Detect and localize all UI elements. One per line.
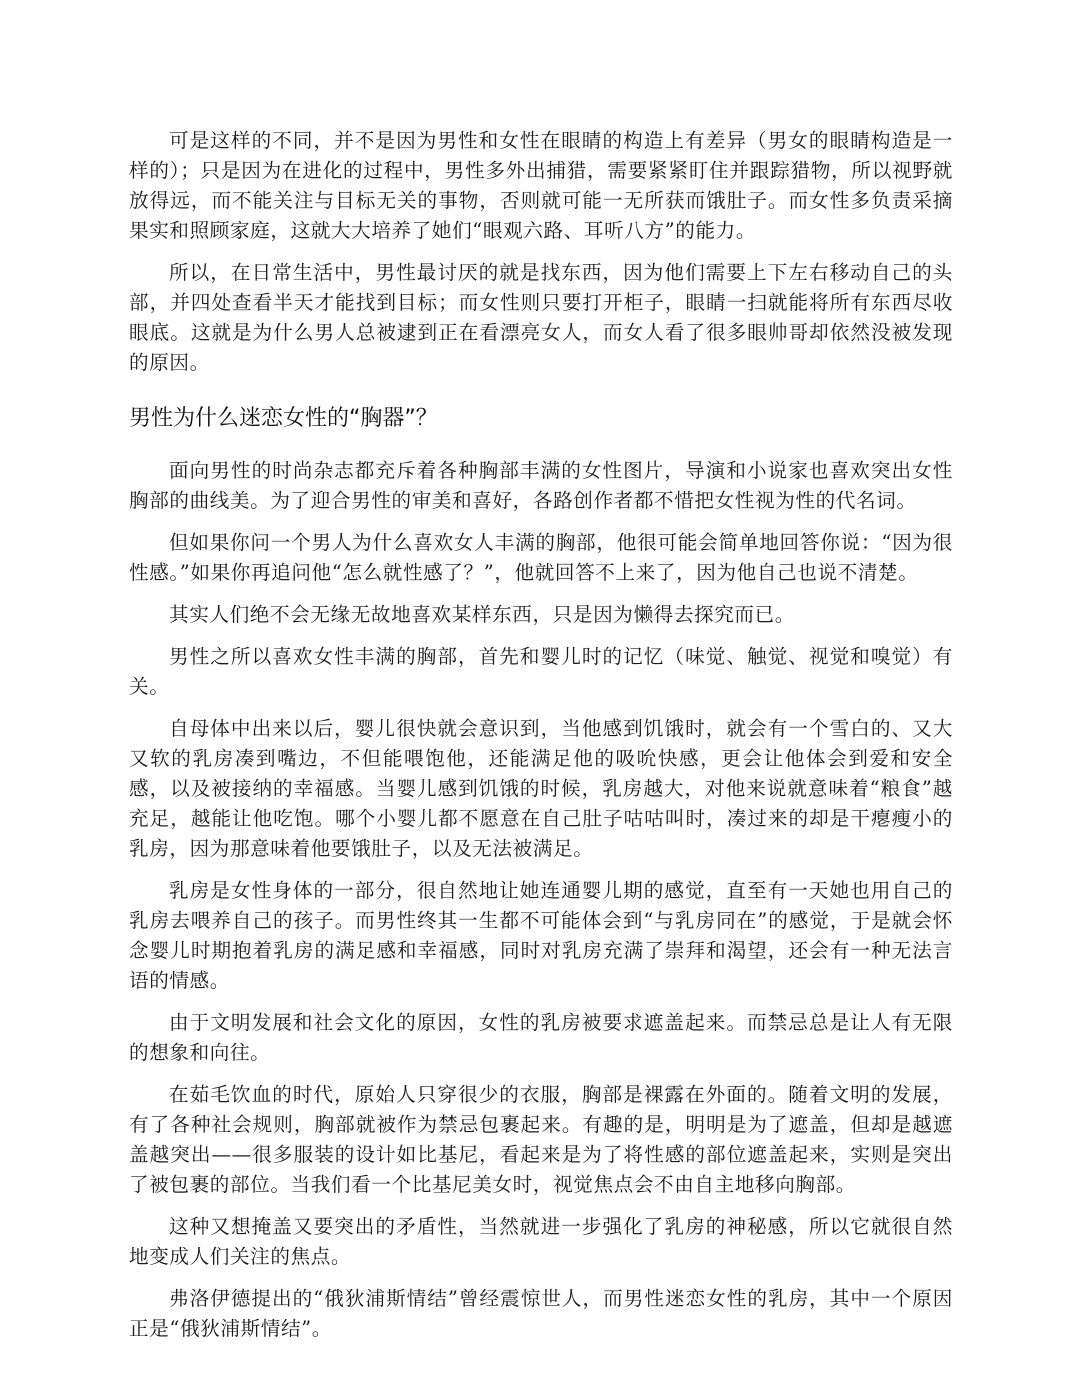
paragraph: 其实人们绝不会无缘无故地喜欢某样东西，只是因为懒得去探究而已。 (169, 603, 796, 626)
paragraph: 弗洛伊德提出的“俄狄浦斯情结”曾经震惊世人，而男性迷恋女性的乳房，其中一个原因正是“俄狄浦斯情结”。 (129, 1287, 953, 1340)
document-page (129, 126, 953, 1356)
section-heading: 男性为什么迷恋女性的“胸器”？ (129, 406, 438, 431)
paragraph: 乳房是女性身体的一部分，很自然地让她连通婴儿期的感觉，直至有一天她也用自己的乳房去喂养自己的孩子。而男性终其一生都不可能体会到“与乳房同在”的感觉，于是就会怀念婴儿时期抱着乳房的满足感和幸福感，同时对乳房充满了崇拜和渴望，还会有一种无法言语的情感。 (129, 879, 953, 992)
paragraph: 由于文明发展和社会文化的原因，女性的乳房被要求遮盖起来。而禁忌总是让人有无限的想象和向往。 (129, 1011, 953, 1064)
paragraph: 可是这样的不同，并不是因为男性和女性在眼睛的构造上有差异（男女的眼睛构造是一样的）；只是因为在进化的过程中，男性多外出捕猎，需要紧紧盯住并跟踪猎物，所以视野就放得远，而不能关注与目标无关的事物，否则就可能一无所获而饿肚子。而女性多负责采摘果实和照顾家庭，这就大大培养了她们“眼观六路、耳听八方”的能力。 (129, 129, 953, 242)
paragraph: 所以，在日常生活中，男性最讨厌的就是找东西，因为他们需要上下左右移动自己的头部，并四处查看半天才能找到目标；而女性则只要打开柜子，眼睛一扫就能将所有东西尽收眼底。这就是为什么男人总被逮到正在看漂亮女人，而女人看了很多眼帅哥却依然没被发现的原因。 (129, 261, 953, 374)
paragraph: 在茹毛饮血的时代，原始人只穿很少的衣服，胸部是裸露在外面的。随着文明的发展，有了各种社会规则，胸部就被作为禁忌包裹起来。有趣的是，明明是为了遮盖，但却是越遮盖越突出——很多服装的设计如比基尼，看起来是为了将性感的部位遮盖起来，实则是突出了被包裹的部位。当我们看一个比基尼美女时，视觉焦点会不由自主地移向胸部。 (129, 1083, 953, 1196)
paragraph: 男性之所以喜欢女性丰满的胸部，首先和婴儿时的记忆（味觉、触觉、视觉和嗅觉）有关。 (129, 645, 953, 698)
paragraph: 面向男性的时尚杂志都充斥着各种胸部丰满的女性图片，导演和小说家也喜欢突出女性胸部的曲线美。为了迎合男性的审美和喜好，各路创作者都不惜把女性视为性的代名词。 (129, 459, 953, 512)
paragraph: 自母体中出来以后，婴儿很快就会意识到，当他感到饥饿时，就会有一个雪白的、又大又软的乳房凑到嘴边，不但能喂饱他，还能满足他的吸吮快感，更会让他体会到爱和安全感，以及被接纳的幸福感。当婴儿感到饥饿的时候，乳房越大，对他来说就意味着“粮食”越充足，越能让他吃饱。哪个小婴儿都不愿意在自己肚子咕咕叫时，凑过来的却是干瘪瘦小的乳房，因为那意味着他要饿肚子，以及无法被满足。 (129, 717, 953, 860)
paragraph: 但如果你问一个男人为什么喜欢女人丰满的胸部，他很可能会简单地回答你说：“因为很性感。”如果你再追问他“怎么就性感了？”，他就回答不上来了，因为他自己也说不清楚。 (129, 531, 953, 584)
paragraph: 这种又想掩盖又要突出的矛盾性，当然就进一步强化了乳房的神秘感，所以它就很自然地变成人们关注的焦点。 (129, 1215, 953, 1268)
